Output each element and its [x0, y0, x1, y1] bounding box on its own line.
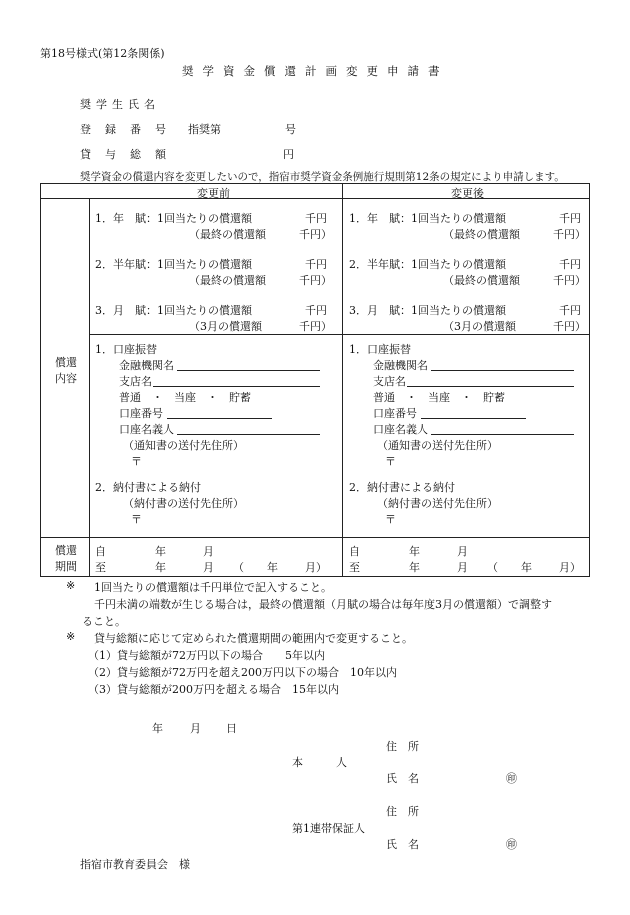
repayment-content-label-2: 内容 — [55, 372, 77, 385]
annual-final: （最終の償還額 — [443, 228, 520, 241]
guarantor-label: 第1連帯保証人 — [292, 822, 365, 835]
principal-label: 本 人 — [292, 756, 347, 769]
period-from: 自 — [95, 545, 106, 558]
monthly-label: 3．月 賦：1回当たりの償還額 — [349, 304, 506, 317]
recipient: 指宿市教育委員会 様 — [80, 858, 190, 871]
period-month: 月 — [457, 545, 468, 558]
period-year: 年 — [409, 545, 420, 558]
form-title: 奨学資金償還計画変更申請書 — [182, 64, 449, 78]
column-before-header: 変更前 — [197, 187, 230, 200]
note-1-line-3: ること。 — [82, 615, 126, 628]
notice-address-label: （通知書の送付先住所） — [377, 439, 498, 452]
account-types: 普通 ・ 当座 ・ 貯蓄 — [373, 391, 505, 404]
note-1-line-1: 1回当たりの償還額は千円単位で記入すること。 — [94, 581, 332, 594]
repayment-content-label-1: 償還 — [55, 356, 77, 369]
date-year: 年 — [152, 722, 163, 735]
guarantor-address-label: 住 所 — [386, 805, 419, 818]
guarantor-name-label: 氏 名 — [386, 838, 419, 851]
principal-name-label: 氏 名 — [386, 772, 419, 785]
semiannual-final-unit: 千円） — [299, 274, 332, 287]
bank-name-label: 金融機関名 — [119, 359, 174, 372]
period-year: 年 — [267, 561, 278, 574]
period-from: 自 — [349, 545, 360, 558]
period-month: 月 — [203, 561, 214, 574]
invoice-address-label: （納付書の送付先住所） — [377, 497, 498, 510]
account-holder-label: 口座名義人 — [373, 423, 428, 436]
semiannual-final: （最終の償還額 — [189, 274, 266, 287]
note-1-line-2: 千円未満の端数が生じる場合は，最終の償還額（月賦の場合は毎年度3月の償還額）で調整す — [94, 598, 552, 611]
postal-mark: 〒 — [385, 455, 396, 468]
note-mark: ※ — [66, 579, 76, 592]
annual-unit: 千円 — [559, 212, 581, 225]
annual-unit: 千円 — [305, 212, 327, 225]
monthly-final-unit: 千円） — [299, 320, 332, 333]
loan-total-label: 貸与総額 — [80, 148, 180, 161]
principal-address-label: 住 所 — [386, 740, 419, 753]
invoice-address-label: （納付書の送付先住所） — [123, 497, 244, 510]
intro-text: 奨学資金の償還内容を変更したいので，指宿市奨学資金条例施行規則第12条の規定により申請します。 — [80, 171, 565, 183]
semiannual-final-unit: 千円） — [553, 274, 586, 287]
monthly-label: 3．月 賦：1回当たりの償還額 — [95, 304, 252, 317]
student-name-label: 奨学生氏名 — [80, 98, 160, 111]
period-year: 年 — [409, 561, 420, 574]
repayment-period-label-2: 期間 — [55, 560, 77, 573]
branch-name-label: 支店名 — [119, 375, 152, 388]
period-close: 月） — [559, 561, 581, 574]
annual-final-unit: 千円） — [299, 228, 332, 241]
repayment-table — [40, 183, 590, 577]
registration-suffix: 号 — [285, 123, 296, 136]
postal-mark: 〒 — [131, 455, 142, 468]
postal-mark: 〒 — [131, 513, 142, 526]
repayment-period-label-1: 償還 — [55, 544, 77, 557]
semiannual-unit: 千円 — [559, 258, 581, 271]
annual-label: 1．年 賦：1回当たりの償還額 — [349, 212, 506, 225]
form-number: 第18号様式(第12条関係) — [40, 47, 165, 60]
period-to: 至 — [349, 561, 360, 574]
period-open-paren: （ — [233, 561, 244, 574]
semiannual-unit: 千円 — [305, 258, 327, 271]
bank-name-label: 金融機関名 — [373, 359, 428, 372]
note-2: 貸与総額に応じて定められた償還期間の範囲内で変更すること。 — [94, 632, 413, 645]
note-mark: ※ — [66, 630, 76, 643]
period-year: 年 — [521, 561, 532, 574]
notice-address-label: （通知書の送付先住所） — [123, 439, 244, 452]
monthly-final-unit: 千円） — [553, 320, 586, 333]
date-month: 月 — [190, 722, 201, 735]
semiannual-final: （最終の償還額 — [443, 274, 520, 287]
date-day: 日 — [226, 722, 237, 735]
note-2-item-2: （2）貸与総額が72万円を超え200万円以下の場合 10年以内 — [88, 666, 397, 679]
monthly-unit: 千円 — [305, 304, 327, 317]
monthly-final: （3月の償還額 — [189, 320, 262, 333]
period-month: 月 — [203, 545, 214, 558]
monthly-final: （3月の償還額 — [443, 320, 516, 333]
period-open-paren: （ — [487, 561, 498, 574]
period-month: 月 — [457, 561, 468, 574]
postal-mark: 〒 — [385, 513, 396, 526]
account-types: 普通 ・ 当座 ・ 貯蓄 — [119, 391, 251, 404]
period-year: 年 — [155, 561, 166, 574]
period-close: 月） — [305, 561, 327, 574]
invoice-payment-title: 2．納付書による納付 — [95, 481, 201, 494]
account-number-label: 口座番号 — [119, 407, 163, 420]
semiannual-label: 2．半年賦：1回当たりの償還額 — [95, 258, 252, 271]
period-year: 年 — [155, 545, 166, 558]
account-number-label: 口座番号 — [373, 407, 417, 420]
period-to: 至 — [95, 561, 106, 574]
note-2-item-3: （3）貸与総額が200万円を超える場合 15年以内 — [88, 683, 339, 696]
branch-name-label: 支店名 — [373, 375, 406, 388]
registration-number-label: 登録番号 — [80, 123, 180, 136]
registration-prefix: 指奨第 — [188, 123, 221, 136]
monthly-unit: 千円 — [559, 304, 581, 317]
annual-label: 1．年 賦：1回当たりの償還額 — [95, 212, 252, 225]
principal-seal-mark: ㊞ — [506, 772, 517, 785]
annual-final: （最終の償還額 — [189, 228, 266, 241]
account-transfer-title: 1．口座振替 — [95, 343, 157, 356]
semiannual-label: 2．半年賦：1回当たりの償還額 — [349, 258, 506, 271]
guarantor-seal-mark: ㊞ — [506, 838, 517, 851]
account-transfer-title: 1．口座振替 — [349, 343, 411, 356]
annual-final-unit: 千円） — [553, 228, 586, 241]
invoice-payment-title: 2．納付書による納付 — [349, 481, 455, 494]
note-2-item-1: （1）貸与総額が72万円以下の場合 5年以内 — [88, 649, 325, 662]
column-after-header: 変更後 — [451, 187, 484, 200]
loan-total-unit: 円 — [283, 148, 294, 161]
account-holder-label: 口座名義人 — [119, 423, 174, 436]
